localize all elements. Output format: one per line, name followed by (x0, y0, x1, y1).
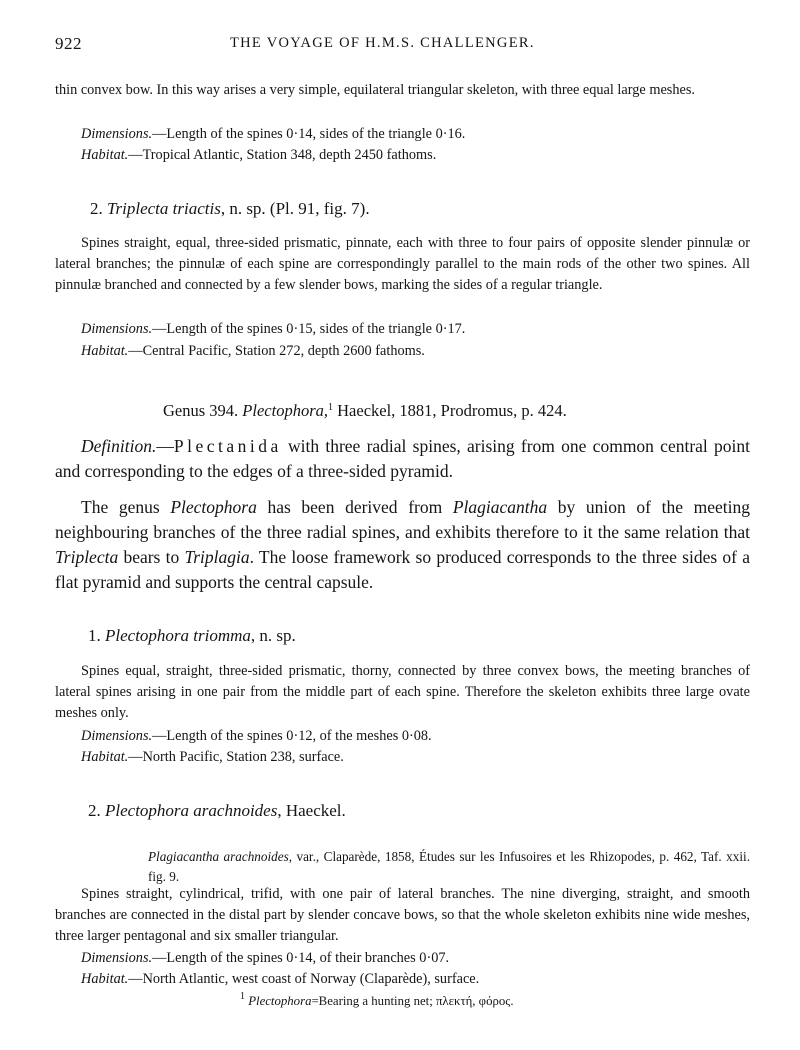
dimensions-line: Dimensions.—Length of the spines 0·12, of the meshes 0·08. (81, 728, 432, 744)
species-heading-plectophora-triomma: 1. Plectophora triomma, n. sp. (88, 626, 296, 645)
genus-definition: Definition.—Plectanida with three radial spines, arising from one common central point and corresponding to the edges of a three-sided pyramid. (55, 436, 751, 481)
habitat-line: Habitat.—Tropical Atlantic, Station 348, depth 2450 fathoms. (81, 147, 437, 163)
genus-introduction: The genus Plectophora has been derived from Plagiacantha by union of the meeting neighbouring branches of the three radial spines, and exhibits therefore to it the same relation that Triplecta bears to Triplagia. The loose framework so produced corresponds to the three sides of a flat pyramid and supports the central capsule. (55, 497, 750, 592)
species-description: Spines straight, equal, three-sided prismatic, pinnate, each with three to four pairs of opposite slender pinnulæ or lateral branches; the pinnulæ of each spine are correspondingly parallel to the main rods of the other two spines. All pinnulæ branched and connected by a few slender bows, marking the sides of a regular triangle. (55, 235, 750, 293)
footnote: $^1$ Plectophora=Bearing a hunting net; πλεκτή, φόρος. (240, 991, 514, 1008)
species-heading-triplecta-triactis: 2. Triplecta triactis, n. sp. (Pl. 91, fig. 7). (90, 199, 370, 218)
page-header (55, 34, 750, 58)
footnote-marker: 1 (328, 402, 333, 413)
page-number: 922 (55, 34, 82, 53)
species-description: Spines straight, cylindrical, trifid, with one pair of lateral branches. The nine diverging, straight, and smooth branches are connected in the distal part by slender concave bows, so that the whole skeleton exhibits nine wide meshes, three larger pentagonal and six smaller triangular. (55, 886, 750, 944)
continuation-paragraph: thin convex bow. In this way arises a very simple, equilateral triangular skeleton, with three equal large meshes. (55, 82, 695, 98)
habitat-line: Habitat.—Central Pacific, Station 272, depth 2600 fathoms. (81, 343, 425, 359)
species-description: Spines equal, straight, three-sided prismatic, thorny, connected by three convex bows, the meeting branches of lateral spines arising in one pair from the middle part of each spine. Therefore the skeleton exhibits three large ovate meshes only. (55, 663, 750, 721)
dimensions-line: Dimensions.—Length of the spines 0·14, of their branches 0·07. (81, 950, 450, 966)
synonymy-reference: Plagiacantha arachnoides, var., Claparède, 1858, Études sur les Infusoires et les Rhizopodes, p. 462, Taf. xxii. fig. 9. (148, 849, 750, 885)
habitat-line: Habitat.—North Atlantic, west coast of Norway (Claparède), surface. (81, 971, 480, 987)
dimensions-line: Dimensions.—Length of the spines 0·15, sides of the triangle 0·17. (81, 321, 466, 337)
habitat-line: Habitat.—North Pacific, Station 238, surface. (81, 749, 344, 765)
running-title: THE VOYAGE OF H.M.S. CHALLENGER. (230, 35, 535, 51)
dimensions-line: Dimensions.—Length of the spines 0·14, sides of the triangle 0·16. (81, 126, 466, 142)
species-heading-plectophora-arachnoides: 2. Plectophora arachnoides, Haeckel. (88, 801, 346, 820)
genus-heading: Genus 394. Plectophora,$^1$ Haeckel, 1881, Prodromus, p. 424. (163, 401, 567, 420)
